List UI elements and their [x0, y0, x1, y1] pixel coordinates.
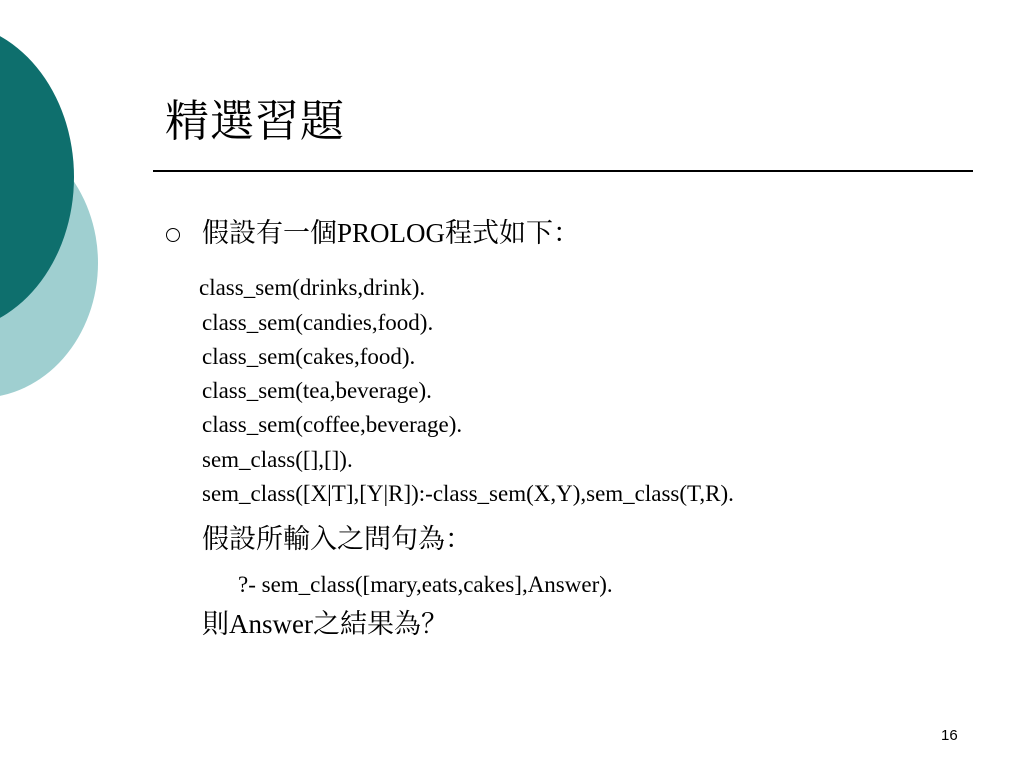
title-divider [153, 170, 973, 172]
code-line: sem_class([X|T],[Y|R]):-class_sem(X,Y),sem_class(T,R). [202, 481, 734, 506]
code-line: sem_class([],[]). [202, 447, 353, 472]
slide-title: 精選習題 [165, 96, 345, 147]
code-line: class_sem(tea,beverage). [202, 378, 432, 403]
code-line: class_sem(coffee,beverage). [202, 412, 463, 437]
bullet-text: 假設有一個PROLOG程式如下： [202, 218, 581, 248]
code-line: class_sem(cakes,food). [202, 344, 416, 369]
page-number: 16 [941, 727, 958, 744]
query-intro-text: 假設所輸入之問句為： [202, 524, 472, 554]
question-text: 則Answer之結果為？ [202, 609, 448, 639]
code-line: class_sem(candies,food). [202, 310, 434, 335]
code-line: class_sem(drinks,drink). [199, 275, 426, 300]
query-code-line: ?- sem_class([mary,eats,cakes],Answer). [238, 572, 613, 597]
hollow-circle-bullet-icon [166, 228, 180, 242]
